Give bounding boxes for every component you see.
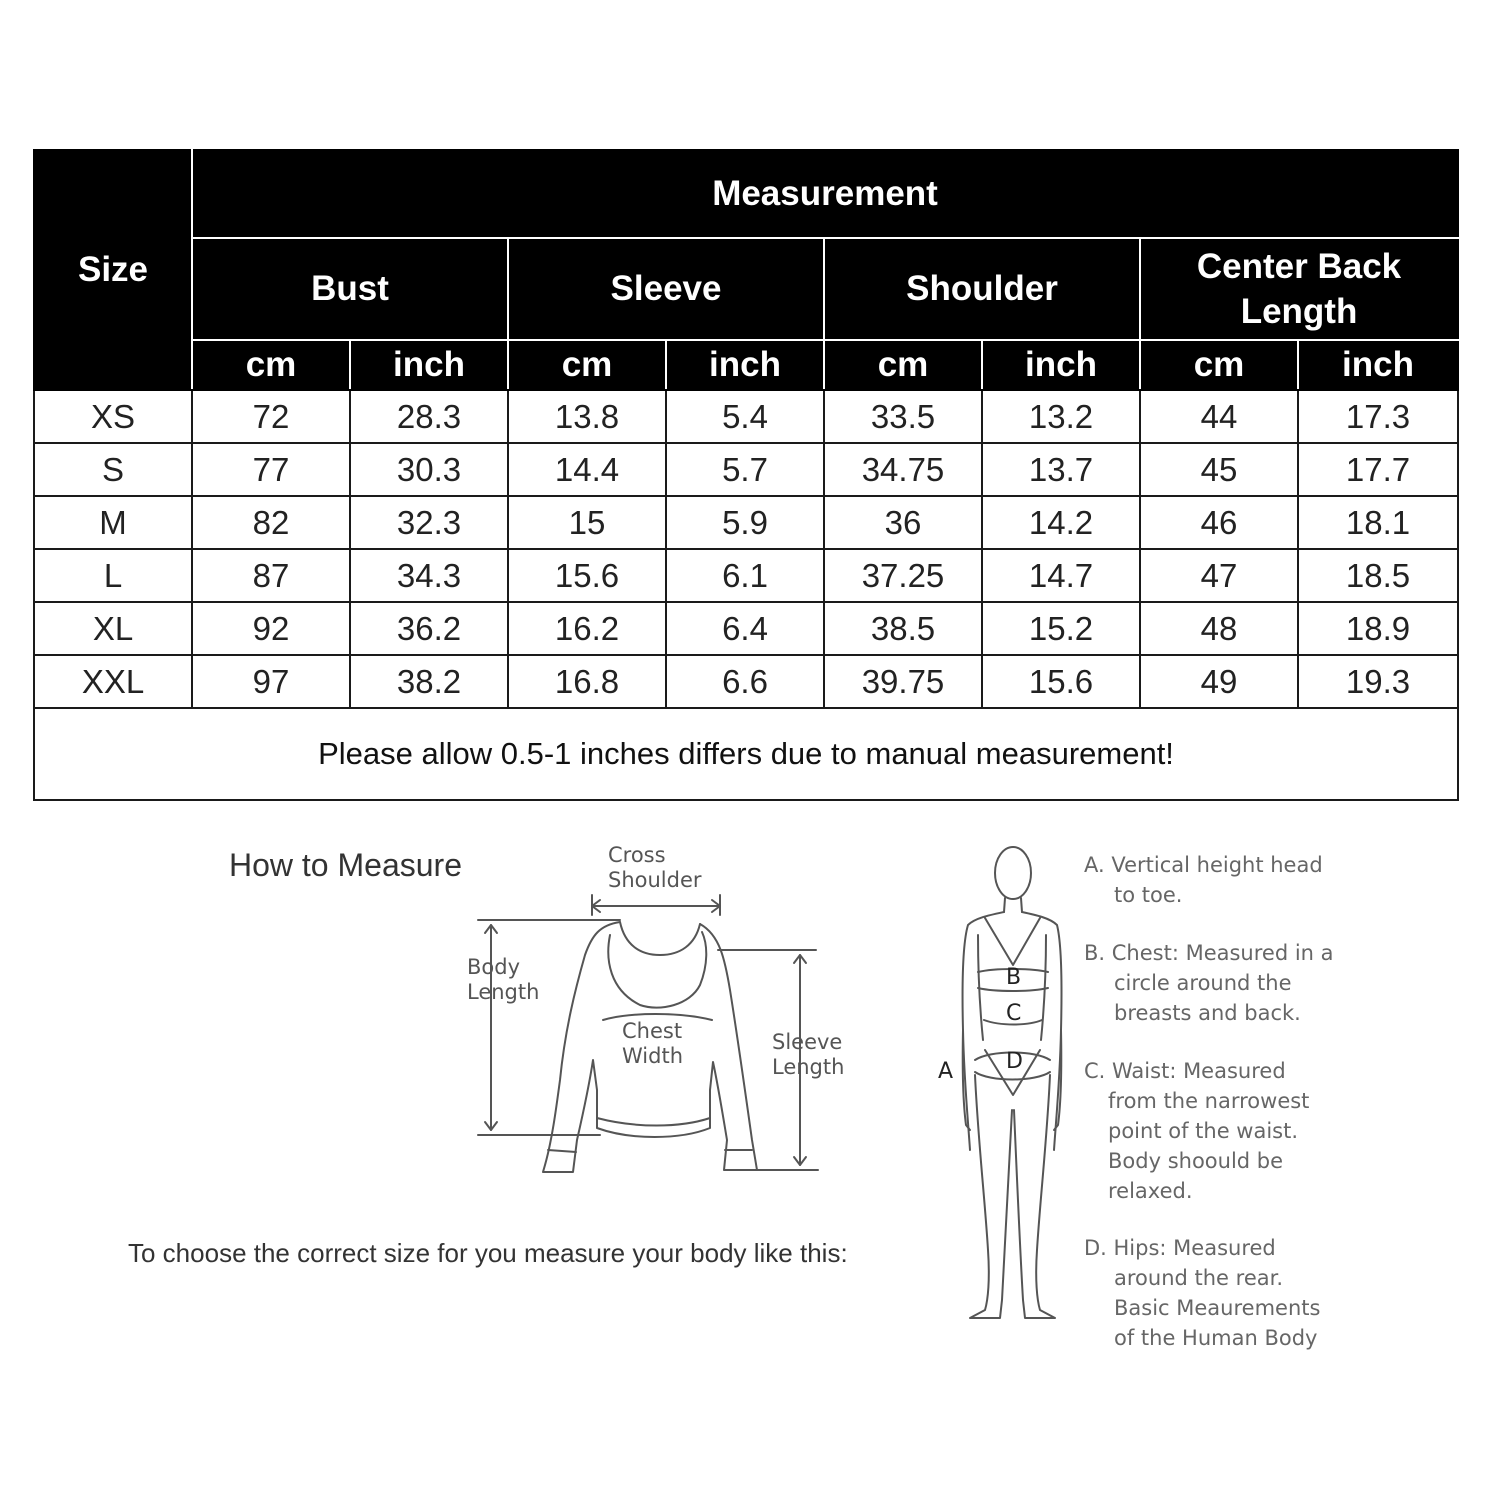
unit-header: inch	[982, 340, 1140, 390]
measurement-cell: 87	[192, 549, 350, 602]
measurement-cell: 17.3	[1298, 390, 1458, 443]
table-row	[34, 602, 1458, 655]
measurement-cell: 14.7	[982, 549, 1140, 602]
measurement-cell: 38.5	[824, 602, 982, 655]
table-row	[34, 443, 1458, 496]
measurement-cell: 19.3	[1298, 655, 1458, 708]
measurement-cell: 15	[508, 496, 666, 549]
legend-item-c: C. Waist: Measured from the narrowest point of the waist. Body shoould be relaxed.	[1084, 1059, 1310, 1203]
group-header-sleeve: Sleeve	[508, 238, 824, 340]
unit-header: cm	[1140, 340, 1298, 390]
cross-shoulder-label: Cross Shoulder	[608, 843, 702, 892]
figure-marker-c: C	[1006, 1001, 1022, 1026]
measurement-cell: 48	[1140, 602, 1298, 655]
measurement-cell: 36	[824, 496, 982, 549]
body-length-label: Body Length	[467, 955, 540, 1004]
measurement-cell: 16.8	[508, 655, 666, 708]
how-to-measure-title: How to Measure	[229, 847, 462, 883]
legend-item-b: B. Chest: Measured in a circle around the breasts and back.	[1084, 941, 1334, 1025]
chest-width-label: Chest Width	[622, 1019, 684, 1068]
measurement-cell: 5.9	[666, 496, 824, 549]
measurement-cell: 14.2	[982, 496, 1140, 549]
figure-marker-a: A	[938, 1059, 954, 1084]
group-header-center-back-length: Center Back Length	[1140, 238, 1458, 340]
measurement-cell: 28.3	[350, 390, 508, 443]
measurement-cell: 18.5	[1298, 549, 1458, 602]
figure-marker-b: B	[1006, 965, 1022, 990]
measurement-cell: 30.3	[350, 443, 508, 496]
sleeve-length-label: Sleeve Length	[772, 1030, 845, 1079]
measurement-cell: 45	[1140, 443, 1298, 496]
body-figure-diagram	[930, 840, 1070, 1330]
measurement-cell: 15.6	[508, 549, 666, 602]
size-label-cell: L	[34, 549, 192, 602]
measurement-cell: 47	[1140, 549, 1298, 602]
size-chart-table	[33, 149, 1459, 801]
table-row	[34, 655, 1458, 708]
measurement-cell: 13.8	[508, 390, 666, 443]
size-label-cell: XS	[34, 390, 192, 443]
measurement-cell: 6.4	[666, 602, 824, 655]
measurement-header: Measurement	[192, 150, 1458, 238]
measurement-cell: 72	[192, 390, 350, 443]
measurement-cell: 5.7	[666, 443, 824, 496]
measurement-cell: 18.9	[1298, 602, 1458, 655]
measurement-cell: 15.6	[982, 655, 1140, 708]
measurement-cell: 15.2	[982, 602, 1140, 655]
size-label-cell: XL	[34, 602, 192, 655]
table-row	[34, 390, 1458, 443]
measurement-cell: 34.75	[824, 443, 982, 496]
unit-header: inch	[1298, 340, 1458, 390]
measurement-cell: 36.2	[350, 602, 508, 655]
group-header-bust: Bust	[192, 238, 508, 340]
measurement-cell: 13.2	[982, 390, 1140, 443]
table-row	[34, 496, 1458, 549]
unit-header: cm	[508, 340, 666, 390]
measurement-cell: 82	[192, 496, 350, 549]
unit-header: cm	[192, 340, 350, 390]
figure-marker-d: D	[1006, 1049, 1023, 1074]
measurement-cell: 13.7	[982, 443, 1140, 496]
size-label-cell: XXL	[34, 655, 192, 708]
size-label-cell: S	[34, 443, 192, 496]
legend-item-d: D. Hips: Measured around the rear. Basic Meaurements of the Human Body	[1084, 1236, 1321, 1350]
measurement-cell: 16.2	[508, 602, 666, 655]
measurement-cell: 44	[1140, 390, 1298, 443]
size-rows	[34, 390, 1458, 708]
measurement-cell: 39.75	[824, 655, 982, 708]
measurement-cell: 37.25	[824, 549, 982, 602]
group-header-shoulder: Shoulder	[824, 238, 1140, 340]
table-row	[34, 549, 1458, 602]
measurement-cell: 14.4	[508, 443, 666, 496]
measurement-cell: 97	[192, 655, 350, 708]
measurement-cell: 6.6	[666, 655, 824, 708]
measurement-cell: 34.3	[350, 549, 508, 602]
measurement-cell: 38.2	[350, 655, 508, 708]
measurement-cell: 46	[1140, 496, 1298, 549]
measurement-cell: 33.5	[824, 390, 982, 443]
measurement-cell: 32.3	[350, 496, 508, 549]
measurement-cell: 6.1	[666, 549, 824, 602]
measurement-cell: 18.1	[1298, 496, 1458, 549]
measurement-cell: 49	[1140, 655, 1298, 708]
measurement-cell: 92	[192, 602, 350, 655]
unit-header: inch	[666, 340, 824, 390]
size-label-cell: M	[34, 496, 192, 549]
measure-instruction: To choose the correct size for you measure your body like this:	[128, 1238, 848, 1268]
size-header: Size	[34, 150, 192, 390]
measurement-cell: 5.4	[666, 390, 824, 443]
legend-item-a: A. Vertical height head to toe.	[1084, 853, 1323, 907]
unit-header: cm	[824, 340, 982, 390]
measurement-cell: 17.7	[1298, 443, 1458, 496]
unit-header: inch	[350, 340, 508, 390]
measurement-cell: 77	[192, 443, 350, 496]
measurement-note: Please allow 0.5-1 inches differs due to manual measurement!	[34, 708, 1458, 800]
